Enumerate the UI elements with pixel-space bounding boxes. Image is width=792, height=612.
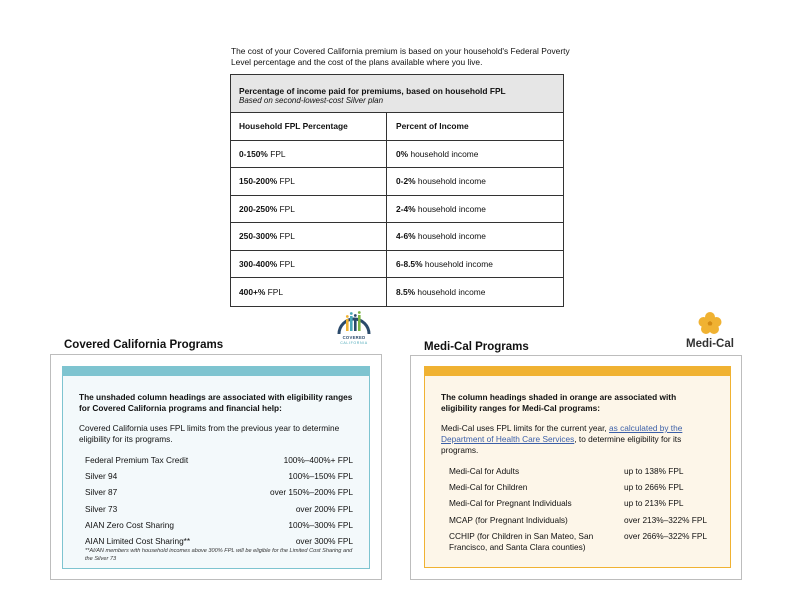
- fpl-table-title: Percentage of income paid for premiums, based on household FPL: [239, 86, 506, 96]
- table-row: 250-300% FPL 4-6% household income: [231, 223, 563, 251]
- dhcs-fpl-link[interactable]: as calculated by the Department of Health Care Services: [441, 423, 683, 444]
- medi-cal-title: Medi-Cal Programs: [424, 341, 529, 353]
- fpl-range: 400+%: [239, 286, 266, 297]
- fpl-range: 0-150%: [239, 148, 268, 159]
- covered-footnote: **AI/AN members with household incomes above 300% FPL will be eligible for the Limited Cost Sharing and the Silver 73: [85, 548, 353, 562]
- poppy-flower-icon: [680, 311, 740, 337]
- covered-lead-text: The unshaded column headings are associated with eligibility ranges for Covered California programs and financial help:: [79, 392, 353, 413]
- income-percent: 2-4%: [396, 203, 416, 214]
- medi-cal-lead-text: The column headings shaded in orange are associated with eligibility ranges for Medi-Cal programs:: [441, 392, 677, 413]
- column-header-percent: Percent of Income: [396, 121, 469, 132]
- accent-bar: [63, 367, 369, 376]
- covered-logo-word: COVERED: [342, 335, 366, 340]
- income-percent: 6-8.5%: [396, 258, 423, 269]
- table-row: 150-200% FPL 0-2% household income: [231, 168, 563, 196]
- fpl-column-header-row: [231, 113, 563, 141]
- list-item: CCHIP (for Children in San Mateo, San Francisco, and Santa Clara counties) over 266%–322% FPL: [449, 530, 708, 552]
- intro-text: The cost of your Covered California premium is based on your household's Federal Poverty Level percentage and the cost of the plans available where you live.: [231, 46, 570, 67]
- fpl-table-subtitle: Based on second-lowest-cost Silver plan: [239, 96, 384, 105]
- list-item: MCAP (for Pregnant Individuals) over 213%–322% FPL: [449, 514, 708, 525]
- fpl-range: 150-200%: [239, 176, 278, 187]
- income-percent: 8.5%: [396, 286, 416, 297]
- covered-california-info-box: [62, 366, 370, 569]
- column-header-fpl: Household FPL Percentage: [231, 113, 387, 140]
- list-item: Medi-Cal for Adults up to 138% FPL: [449, 466, 684, 476]
- table-row: 400+% FPL 8.5% household income: [231, 278, 563, 306]
- list-item: Medi-Cal for Children up to 266% FPL: [449, 482, 684, 493]
- fpl-range: 300-400%: [239, 258, 278, 269]
- medi-cal-program-list: [441, 466, 714, 557]
- list-item: Silver 73 over 200% FPL: [85, 503, 353, 514]
- fpl-table: [230, 74, 564, 307]
- table-row: 300-400% FPL 6-8.5% household income: [231, 251, 563, 279]
- medi-cal-panel: [410, 355, 742, 580]
- medi-cal-logo-word: Medi-Cal: [686, 338, 734, 350]
- covered-para-text: Covered California uses FPL limits from the previous year to determine eligibility for its programs.: [79, 423, 340, 444]
- income-percent: 4-6%: [396, 231, 416, 242]
- medi-cal-logo: [680, 311, 740, 353]
- fpl-range: 250-300%: [239, 231, 278, 242]
- fpl-range: 200-250%: [239, 203, 278, 214]
- income-percent: 0-2%: [396, 176, 416, 187]
- list-item: Silver 87 over 150%–200% FPL: [85, 487, 353, 498]
- covered-california-panel: [50, 354, 382, 580]
- medi-cal-para-text: Medi-Cal uses FPL limits for the current year, as calculated by the Department of Health Care Services, to determine eligibility for its programs.: [441, 423, 683, 455]
- covered-california-logo: [334, 304, 374, 346]
- covered-program-list: [79, 455, 353, 552]
- list-item: AIAN Zero Cost Sharing 100%–300% FPL: [85, 519, 353, 530]
- accent-bar: [425, 367, 730, 376]
- list-item: Silver 94 100%–150% FPL: [85, 471, 353, 482]
- list-item: AIAN Limited Cost Sharing** over 300% FPL: [85, 535, 353, 546]
- covered-california-logo-icon: [334, 304, 374, 336]
- medi-cal-info-box: [424, 366, 731, 568]
- list-item: Medi-Cal for Pregnant Individuals up to 213% FPL: [449, 498, 684, 509]
- income-percent: 0%: [396, 148, 409, 159]
- table-row: 0-150% FPL 0% household income: [231, 141, 563, 169]
- california-logo-word: CALIFORNIA: [340, 340, 368, 345]
- fpl-table-header: [231, 75, 563, 113]
- list-item: Federal Premium Tax Credit 100%–400%+ FPL: [85, 455, 353, 465]
- covered-california-title: Covered California Programs: [64, 339, 224, 351]
- table-row: 200-250% FPL 2-4% household income: [231, 196, 563, 224]
